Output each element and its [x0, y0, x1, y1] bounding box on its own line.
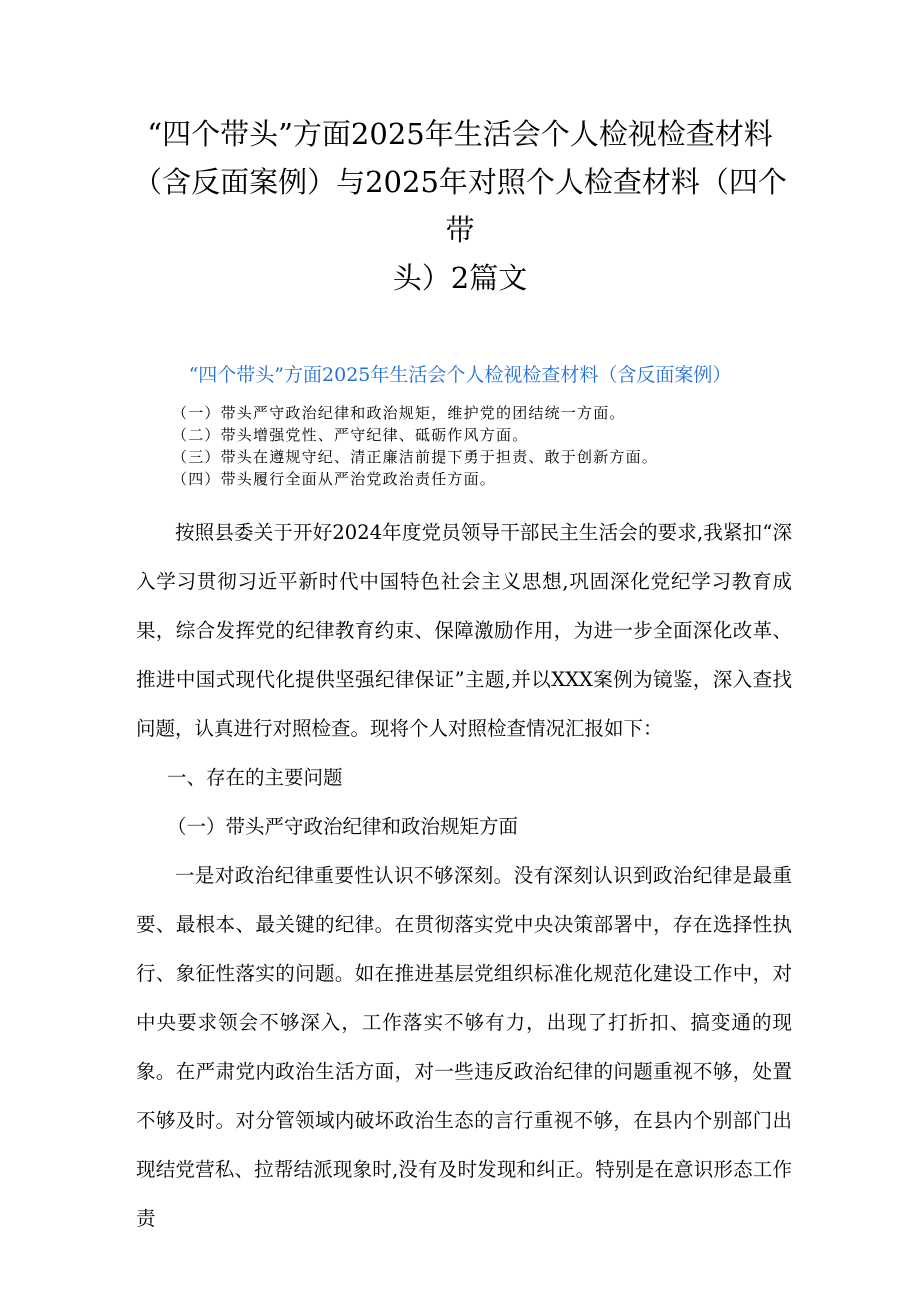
toc-item: （一）带头严守政治纪律和政治规矩，维护党的团结统一方面。 — [172, 404, 626, 422]
heading-main-problems: 一、存在的主要问题 — [167, 766, 343, 789]
document-title — [120, 110, 800, 302]
toc-list — [172, 402, 812, 490]
title-line-2: （含反面案例）与2025年对照个人检查材料（四个带 — [133, 165, 787, 247]
heading-sub-section: （一）带头严守政治纪律和政治规矩方面 — [167, 815, 519, 838]
point-one-paragraph: 一是对政治纪律重要性认识不够深刻。没有深刻认识到政治纪律是最重要、最根本、最关键的纪律。在贯彻落实党中央决策部署中，存在选择性执行、象征性落实的问题。如在推进基层党组织标准化规范化建设工作中，对中央要求领会不够深入，工作落实不够有力，出现了打折扣、搞变通的现象。在严肃党内政治生活方面，对一些违反政治纪律的问题重视不够，处置不够及时。对分管领域内破坏政治生态的言行重视不够，在县内个别部门出现结党营私、拉帮结派现象时,没有及时发现和纠正。特别是在意识形态工作责 — [136, 864, 792, 1230]
toc-item: （四）带头履行全面从严治党政治责任方面。 — [172, 470, 497, 488]
intro-paragraph: 按照县委关于开好2024年度党员领导干部民主生活会的要求,我紧扣“深入学习贯彻习近平新时代中国特色社会主义思想,巩固深化党纪学习教育成果，综合发挥党的纪律教育约束、保障激励作用，为进一步全面深化改革、推进中国式现代化提供坚强纪律保证”主题,并以XXX案例为镜鉴，深入查找问题，认真进行对照检查。现将个人对照检查情况汇报如下： — [136, 521, 792, 740]
toc-item: （二）带头增强党性、严守纪律、砥砺作风方面。 — [172, 426, 529, 444]
body-text — [136, 508, 792, 1243]
toc-item: （三）带头在遵规守纪、清正廉洁前提下勇于担责、敢于创新方面。 — [172, 448, 659, 466]
title-line-1: “四个带头”方面2025年生活会个人检视检查材料 — [147, 117, 773, 151]
title-line-3: 头）2篇文 — [392, 261, 528, 295]
section-heading: “四个带头”方面2025年生活会个人检视检查材料（含反面案例） — [188, 364, 732, 386]
